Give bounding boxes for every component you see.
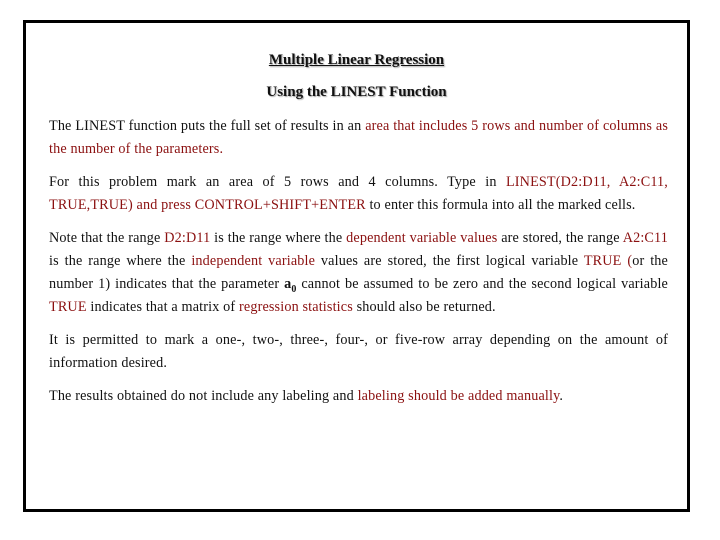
p4-text-1: It is permitted to mark a one-, two-, three-, four-, or five-row array depending on the amount of information desired. [49, 332, 668, 371]
p3-text-6: or the number 1) indicates that the parameter [49, 253, 668, 292]
p3-text-9: should also be returned. [352, 299, 496, 315]
p3-text-3: are stored, the range [497, 230, 623, 246]
p2-highlight-formula: LINEST(D2:D11, A2:C11, TRUE,TRUE) and press CONTROL+SHIFT+ENTER [49, 174, 669, 213]
p3-highlight-range-a: A2:C11 [622, 230, 668, 246]
paragraph-5 [49, 385, 668, 408]
p3-text-7: cannot be assumed to be zero and the second logical variable [296, 276, 668, 292]
p5-highlight-labeling: labeling should be added manually [357, 388, 560, 404]
p3-highlight-independent: independent variable [191, 253, 316, 269]
p3-text-8: indicates that a matrix of [86, 299, 239, 315]
p1-highlight-1: area that includes 5 rows and number of columns as the number of the parameters. [49, 118, 669, 157]
p5-text-2: . [559, 388, 564, 404]
p2-text-1: For this problem mark an area of 5 rows and 4 columns. Type in [49, 174, 506, 190]
p3-text-5: values are stored, the first logical variable [315, 253, 584, 269]
page-title: Multiple Linear Regression [268, 52, 445, 68]
p3-text-4: is the range where the [49, 253, 192, 269]
slide-frame [23, 20, 690, 512]
p2-text-2: to enter this formula into all the marked cells. [365, 197, 636, 213]
p3-text-1: Note that the range [49, 230, 165, 246]
paragraph-1 [49, 115, 668, 161]
p3-highlight-true-2: TRUE [49, 299, 87, 315]
paragraph-2 [49, 171, 668, 217]
p3-highlight-true-1: TRUE ( [583, 253, 633, 269]
p3-highlight-dependent: dependent variable values [346, 230, 498, 246]
paragraph-3 [49, 227, 668, 319]
p3-param-subscript: 0 [291, 283, 297, 295]
p3-highlight-range-d: D2:D11 [164, 230, 211, 246]
page-subtitle: Using the LINEST Function [266, 84, 447, 100]
p1-text-1: The LINEST function puts the full set of results in an [49, 118, 366, 134]
p5-text-1: The results obtained do not include any labeling and [49, 388, 358, 404]
body-text [49, 115, 668, 418]
p3-param-a: a [284, 276, 292, 292]
paragraph-4 [49, 329, 668, 375]
p3-highlight-regression-stats: regression statistics [239, 299, 353, 315]
p3-text-2: is the range where the [210, 230, 347, 246]
